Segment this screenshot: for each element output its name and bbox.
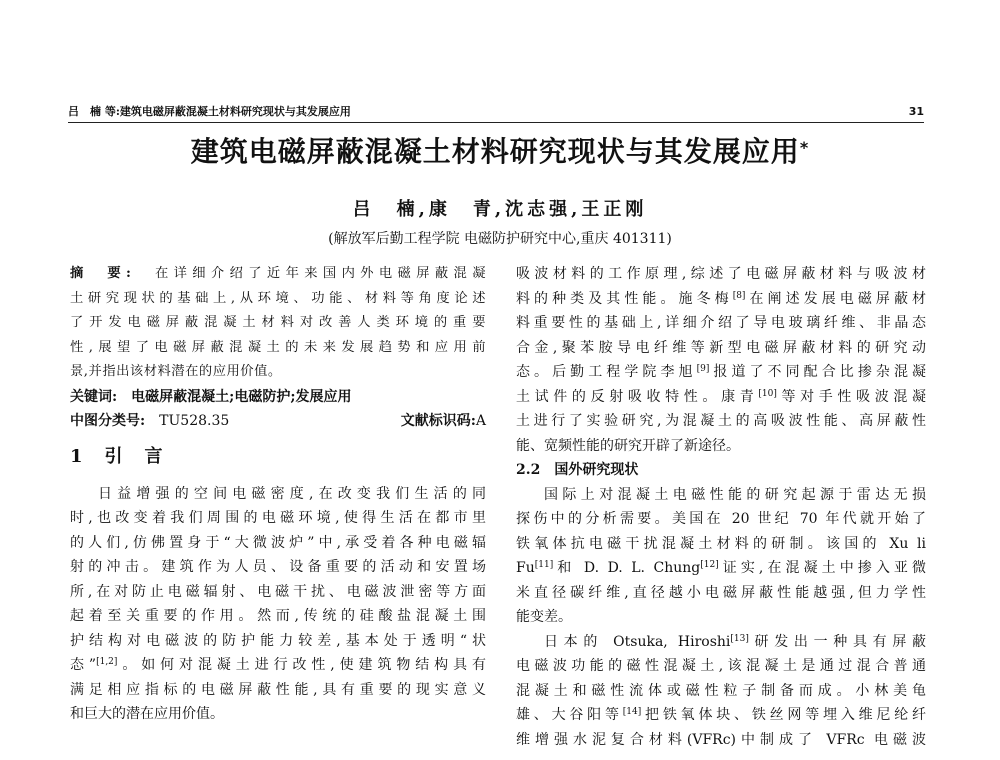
intro-line-3: 的人们,仿佛置身于“大微波炉”中,承受着各种电磁辐	[70, 534, 486, 551]
keywords-label: 关键词:	[70, 388, 118, 405]
rc-p1-line-2-b: 在阐述发展电磁屏蔽材	[745, 290, 927, 307]
rc-p1-line-6	[516, 385, 926, 410]
rc-p2-line-4-c: 证实,在混凝土中掺入亚微	[718, 560, 926, 576]
rc-p1-line-7: 土进行了实验研究,为混凝土的高吸波性能、高屏蔽性	[516, 413, 926, 429]
citation-10: [10]	[758, 388, 777, 399]
rc-p3-line-3: 混凝土和磁性流体或磁性粒子制备而成。小林美龟	[516, 682, 926, 699]
rc-p3-line-1-b: 研发出一种具有屏蔽	[748, 633, 927, 650]
intro-line-9: 满足相应指标的电磁屏蔽性能,具有重要的现实意义	[70, 681, 486, 698]
intro-line-6: 起着至关重要的作用。然而,传统的硅酸盐混凝土围	[70, 608, 486, 624]
rc-p1-line-3: 料重要性的基础上,详细介绍了导电玻璃纤维、非晶态	[516, 315, 926, 331]
rc-p3-line-2: 电磁波功能的磁性混凝土,该混凝土是通过混合普通	[516, 658, 926, 674]
page-number: 31	[908, 105, 924, 118]
abstract-line-2: 土研究现状的基础上,从环境、功能、材料等角度论述	[70, 290, 486, 306]
citation-8: [8]	[732, 290, 746, 301]
title-footnote-mark: *	[799, 138, 810, 157]
paper-title-text: 建筑电磁屏蔽混凝土材料研究现状与其发展应用	[190, 135, 800, 168]
doc-code	[401, 409, 486, 434]
running-header	[68, 104, 924, 123]
rc-p1-line-1: 吸波材料的工作原理,综述了电磁屏蔽材料与吸波材	[516, 266, 926, 282]
clc-label: 中图分类号:	[70, 413, 146, 429]
rc-p2-line-4-b: 和 D. D. L. Chung	[553, 560, 701, 576]
doc-code-value: A	[475, 413, 486, 429]
citation-14: [14]	[622, 707, 642, 717]
abstract	[70, 262, 486, 385]
clc-code: TU528.35	[159, 413, 230, 429]
intro-line-8-rest: 。如何对混凝土进行改性,使建筑物结构具有	[117, 657, 486, 673]
rc-p1-line-6-b: 等对手性吸波混凝	[776, 388, 927, 405]
citation-9: [9]	[696, 364, 710, 374]
abstract-line-4: 性,展望了电磁屏蔽混凝土的未来发展趋势和应用前	[70, 339, 486, 355]
intro-line-7: 护结构对电磁波的防护能力较差,基本处于透明“状	[70, 632, 486, 649]
intro-paragraph	[70, 482, 486, 727]
domestic-research-paragraph	[516, 262, 926, 458]
rc-p2-line-4-a: Fu	[516, 560, 535, 576]
affiliation: (解放军后勤工程学院 电磁防护研究中心,重庆 401311)	[328, 231, 672, 247]
keywords	[70, 385, 486, 410]
right-column	[516, 262, 926, 752]
citation-12: [12]	[700, 560, 719, 570]
intro-line-2: 时,也改变着我们周围的电磁环境,使得生活在都市里	[70, 510, 486, 526]
left-column	[70, 262, 486, 727]
rc-p1-line-2	[516, 287, 926, 312]
rc-p3-line-4-b: 把铁氧体块、铁丝网等埋入维尼纶纤	[641, 707, 927, 723]
rc-p3-line-4	[516, 703, 926, 728]
citation-1-2: [1,2]	[96, 657, 118, 667]
rc-p3-line-1	[516, 630, 926, 655]
foreign-research-paragraph-2	[516, 630, 926, 753]
abstract-text-1: 在详细介绍了近年来国内外电磁屏蔽混凝	[154, 266, 486, 281]
abstract-label: 摘 要:	[70, 266, 132, 281]
intro-line-1: 日益增强的空间电磁密度,在改变我们生活的同	[98, 485, 486, 502]
rc-p3-line-5: 维增强水泥复合材料(VFRc)中制成了 VFRc 电磁波	[516, 731, 926, 748]
doc-code-label: 文献标识码:	[400, 413, 476, 429]
authors: 吕 楠,康 青,沈志强,王正刚	[352, 199, 648, 220]
rc-p1-line-8: 能、宽频性能的研究开辟了新途径。	[516, 437, 740, 454]
abstract-line-5: 景,并指出该材料潜在的应用价值。	[70, 364, 282, 379]
citation-13: [13]	[730, 633, 749, 644]
paper-title	[0, 132, 1000, 172]
intro-line-8-text: 态”	[70, 657, 97, 673]
intro-line-5: 所,在对防止电磁辐射、电磁干扰、电磁波泄密等方面	[70, 583, 486, 600]
rc-p1-line-2-a: 料的种类及其性能。施冬梅	[516, 290, 733, 307]
rc-p2-line-4	[516, 556, 926, 581]
rc-p2-line-1: 国际上对混凝土电磁性能的研究起源于雷达无损	[544, 486, 926, 503]
classification	[70, 409, 486, 434]
rc-p2-line-2: 探伤中的分析需要。美国在 20 世纪 70 年代就开始了	[516, 511, 926, 527]
rc-p1-line-5-b: 报道了不同配合比掺杂混凝	[709, 364, 927, 380]
foreign-research-paragraph-1	[516, 483, 926, 630]
rc-p1-line-5	[516, 360, 926, 385]
subsection-heading-foreign: 2.2 国外研究现状	[516, 462, 639, 478]
abstract-line-3: 了开发电磁屏蔽混凝土材料对改善人类环境的重要	[70, 315, 486, 330]
abstract-line-1	[70, 262, 486, 287]
rc-p3-line-4-a: 雄、大谷阳等	[516, 707, 623, 723]
rc-p1-line-4: 合金,聚苯胺导电纤维等新型电磁屏蔽材料的研究动	[516, 339, 926, 356]
intro-line-10: 和巨大的潜在应用价值。	[70, 706, 224, 722]
rc-p2-line-3: 铁氧体抗电磁干扰混凝土材料的研制。该国的 Xu li	[516, 535, 926, 552]
rc-p1-line-6-a: 土试件的反射吸收特性。康青	[516, 388, 759, 405]
rc-p2-line-5: 米直径碳纤维,直径越小电磁屏蔽性能越强,但力学性	[516, 584, 926, 601]
rc-p2-line-6: 能变差。	[516, 609, 572, 625]
rc-p3-line-1-a: 日本的 Otsuka, Hiroshi	[544, 633, 731, 650]
rc-p1-line-5-a: 态。后勤工程学院李旭	[516, 364, 697, 380]
citation-11: [11]	[534, 560, 554, 570]
section-heading-intro: 1 引 言	[70, 445, 165, 467]
running-header-title: 吕 楠 等:建筑电磁屏蔽混凝土材料研究现状与其发展应用	[68, 105, 351, 118]
intro-line-4: 射的冲击。建筑作为人员、设备重要的活动和安置场	[70, 559, 486, 575]
keywords-text: 电磁屏蔽混凝土;电磁防护;发展应用	[131, 388, 352, 405]
intro-line-8	[70, 653, 486, 678]
